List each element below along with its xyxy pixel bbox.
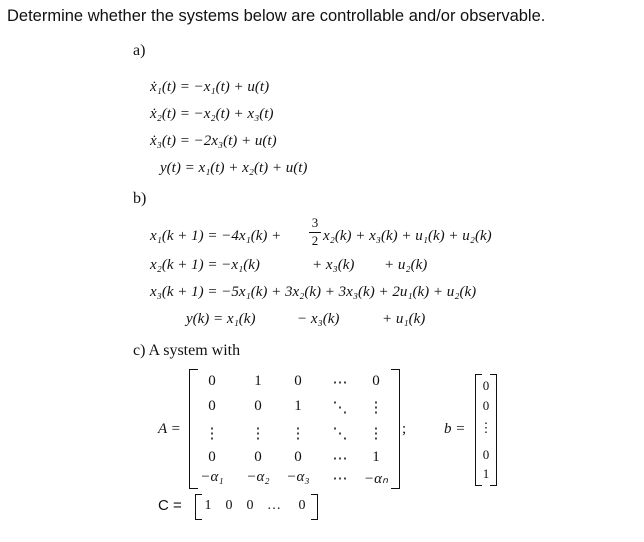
vector-c-entry-2: 0 <box>225 498 233 513</box>
vector-b-label: b = <box>444 421 466 437</box>
matrix-a-cell-r2-c3: 1 <box>294 398 302 414</box>
vector-c-entry-1: 1 <box>204 498 212 513</box>
part-a-label: a) <box>133 42 146 59</box>
vector-c-label: C = <box>158 497 182 514</box>
matrix-a-cell-r4-c1: 0 <box>208 449 216 465</box>
vector-b-entry-3: ⋮ <box>479 420 493 435</box>
matrix-a-cell-r3-c3: ⋮ <box>290 426 306 442</box>
matrix-a-cell-r2-c1: 0 <box>208 398 216 414</box>
matrix-a-label: A = <box>158 421 181 437</box>
matrix-a-cell-r5-c5: −αₙ <box>364 471 388 487</box>
part-c-label: c) A system with <box>133 342 241 359</box>
part-b-equation-2-c: + u₂(k) <box>384 257 428 273</box>
matrix-a-cell-r5-c1: −α₁ <box>200 469 224 485</box>
part-a-equation-2: ẋ₂(t) = −x₂(t) + x₃(t) <box>150 106 274 122</box>
part-a-equation-1: ẋ₁(t) = −x₁(t) + u(t) <box>150 79 270 95</box>
fraction-numerator: 3 <box>311 215 319 230</box>
matrix-a-cell-r1-c2: 1 <box>254 373 262 389</box>
matrix-a-cell-r2-c5: ⋮ <box>368 400 384 416</box>
matrix-a-cell-r1-c1: 0 <box>208 373 216 389</box>
part-b-output-equation-b: − x₃(k) <box>297 311 340 327</box>
part-b-output-equation-c: + u₁(k) <box>382 311 426 327</box>
part-a-output-equation: y(t) = x₁(t) + x₂(t) + u(t) <box>160 160 308 176</box>
vector-c-entry-4: … <box>267 498 281 513</box>
separator: ; <box>402 421 407 437</box>
vector-c-entry-3: 0 <box>246 498 254 513</box>
matrix-a-cell-r4-c3: 0 <box>294 449 302 465</box>
matrix-a-cell-r2-c2: 0 <box>254 398 262 414</box>
matrix-a-cell-r4-c4: ⋯ <box>332 451 348 467</box>
matrix-a-cell-r3-c2: ⋮ <box>250 426 266 442</box>
part-b-equation-2-b: + x₃(k) <box>312 257 355 273</box>
part-b-equation-2-a: x₂(k + 1) = −x₁(k) <box>150 257 260 273</box>
matrix-a-cell-r3-c4: ⋱ <box>332 426 348 442</box>
part-b-label: b) <box>133 190 147 207</box>
matrix-a-cell-r1-c5: 0 <box>372 373 380 389</box>
matrix-a-cell-r1-c3: 0 <box>294 373 302 389</box>
matrix-a-cell-r3-c1: ⋮ <box>204 426 220 442</box>
part-b-equation-1-right: x₂(k) + x₃(k) + u₁(k) + u₂(k) <box>323 228 492 244</box>
page-title: Determine whether the systems below are controllable and/or observable. <box>7 7 546 25</box>
matrix-a-cell-r4-c5: 1 <box>372 449 380 465</box>
matrix-a-cell-r5-c2: −α₂ <box>246 469 270 485</box>
matrix-a-cell-r4-c2: 0 <box>254 449 262 465</box>
vector-b-entry-1: 0 <box>482 378 490 393</box>
vector-b-entry-4: 0 <box>482 447 490 462</box>
matrix-a-cell-r1-c4: ⋯ <box>332 375 348 391</box>
part-b-equation-1-left: x₁(k + 1) = −4x₁(k) + <box>150 228 282 244</box>
part-b-equation-3: x₃(k + 1) = −5x₁(k) + 3x₂(k) + 3x₃(k) + 2u₁(k) + u₂(k) <box>150 284 477 300</box>
part-b-output-equation-a: y(k) = x₁(k) <box>186 311 256 327</box>
matrix-a-cell-r3-c5: ⋮ <box>368 426 384 442</box>
vector-c-entry-5: 0 <box>298 498 306 513</box>
matrix-a-cell-r5-c4: ⋯ <box>332 471 348 487</box>
vector-c-right-bracket <box>311 494 318 520</box>
fraction-denominator: 2 <box>311 233 319 248</box>
matrix-a-cell-r2-c4: ⋱ <box>332 400 348 416</box>
vector-b-entry-2: 0 <box>482 398 490 413</box>
matrix-a-cell-r5-c3: −α₃ <box>286 469 310 485</box>
vector-b-entry-5: 1 <box>482 466 490 481</box>
part-a-equation-3: ẋ₃(t) = −2x₃(t) + u(t) <box>150 133 277 149</box>
